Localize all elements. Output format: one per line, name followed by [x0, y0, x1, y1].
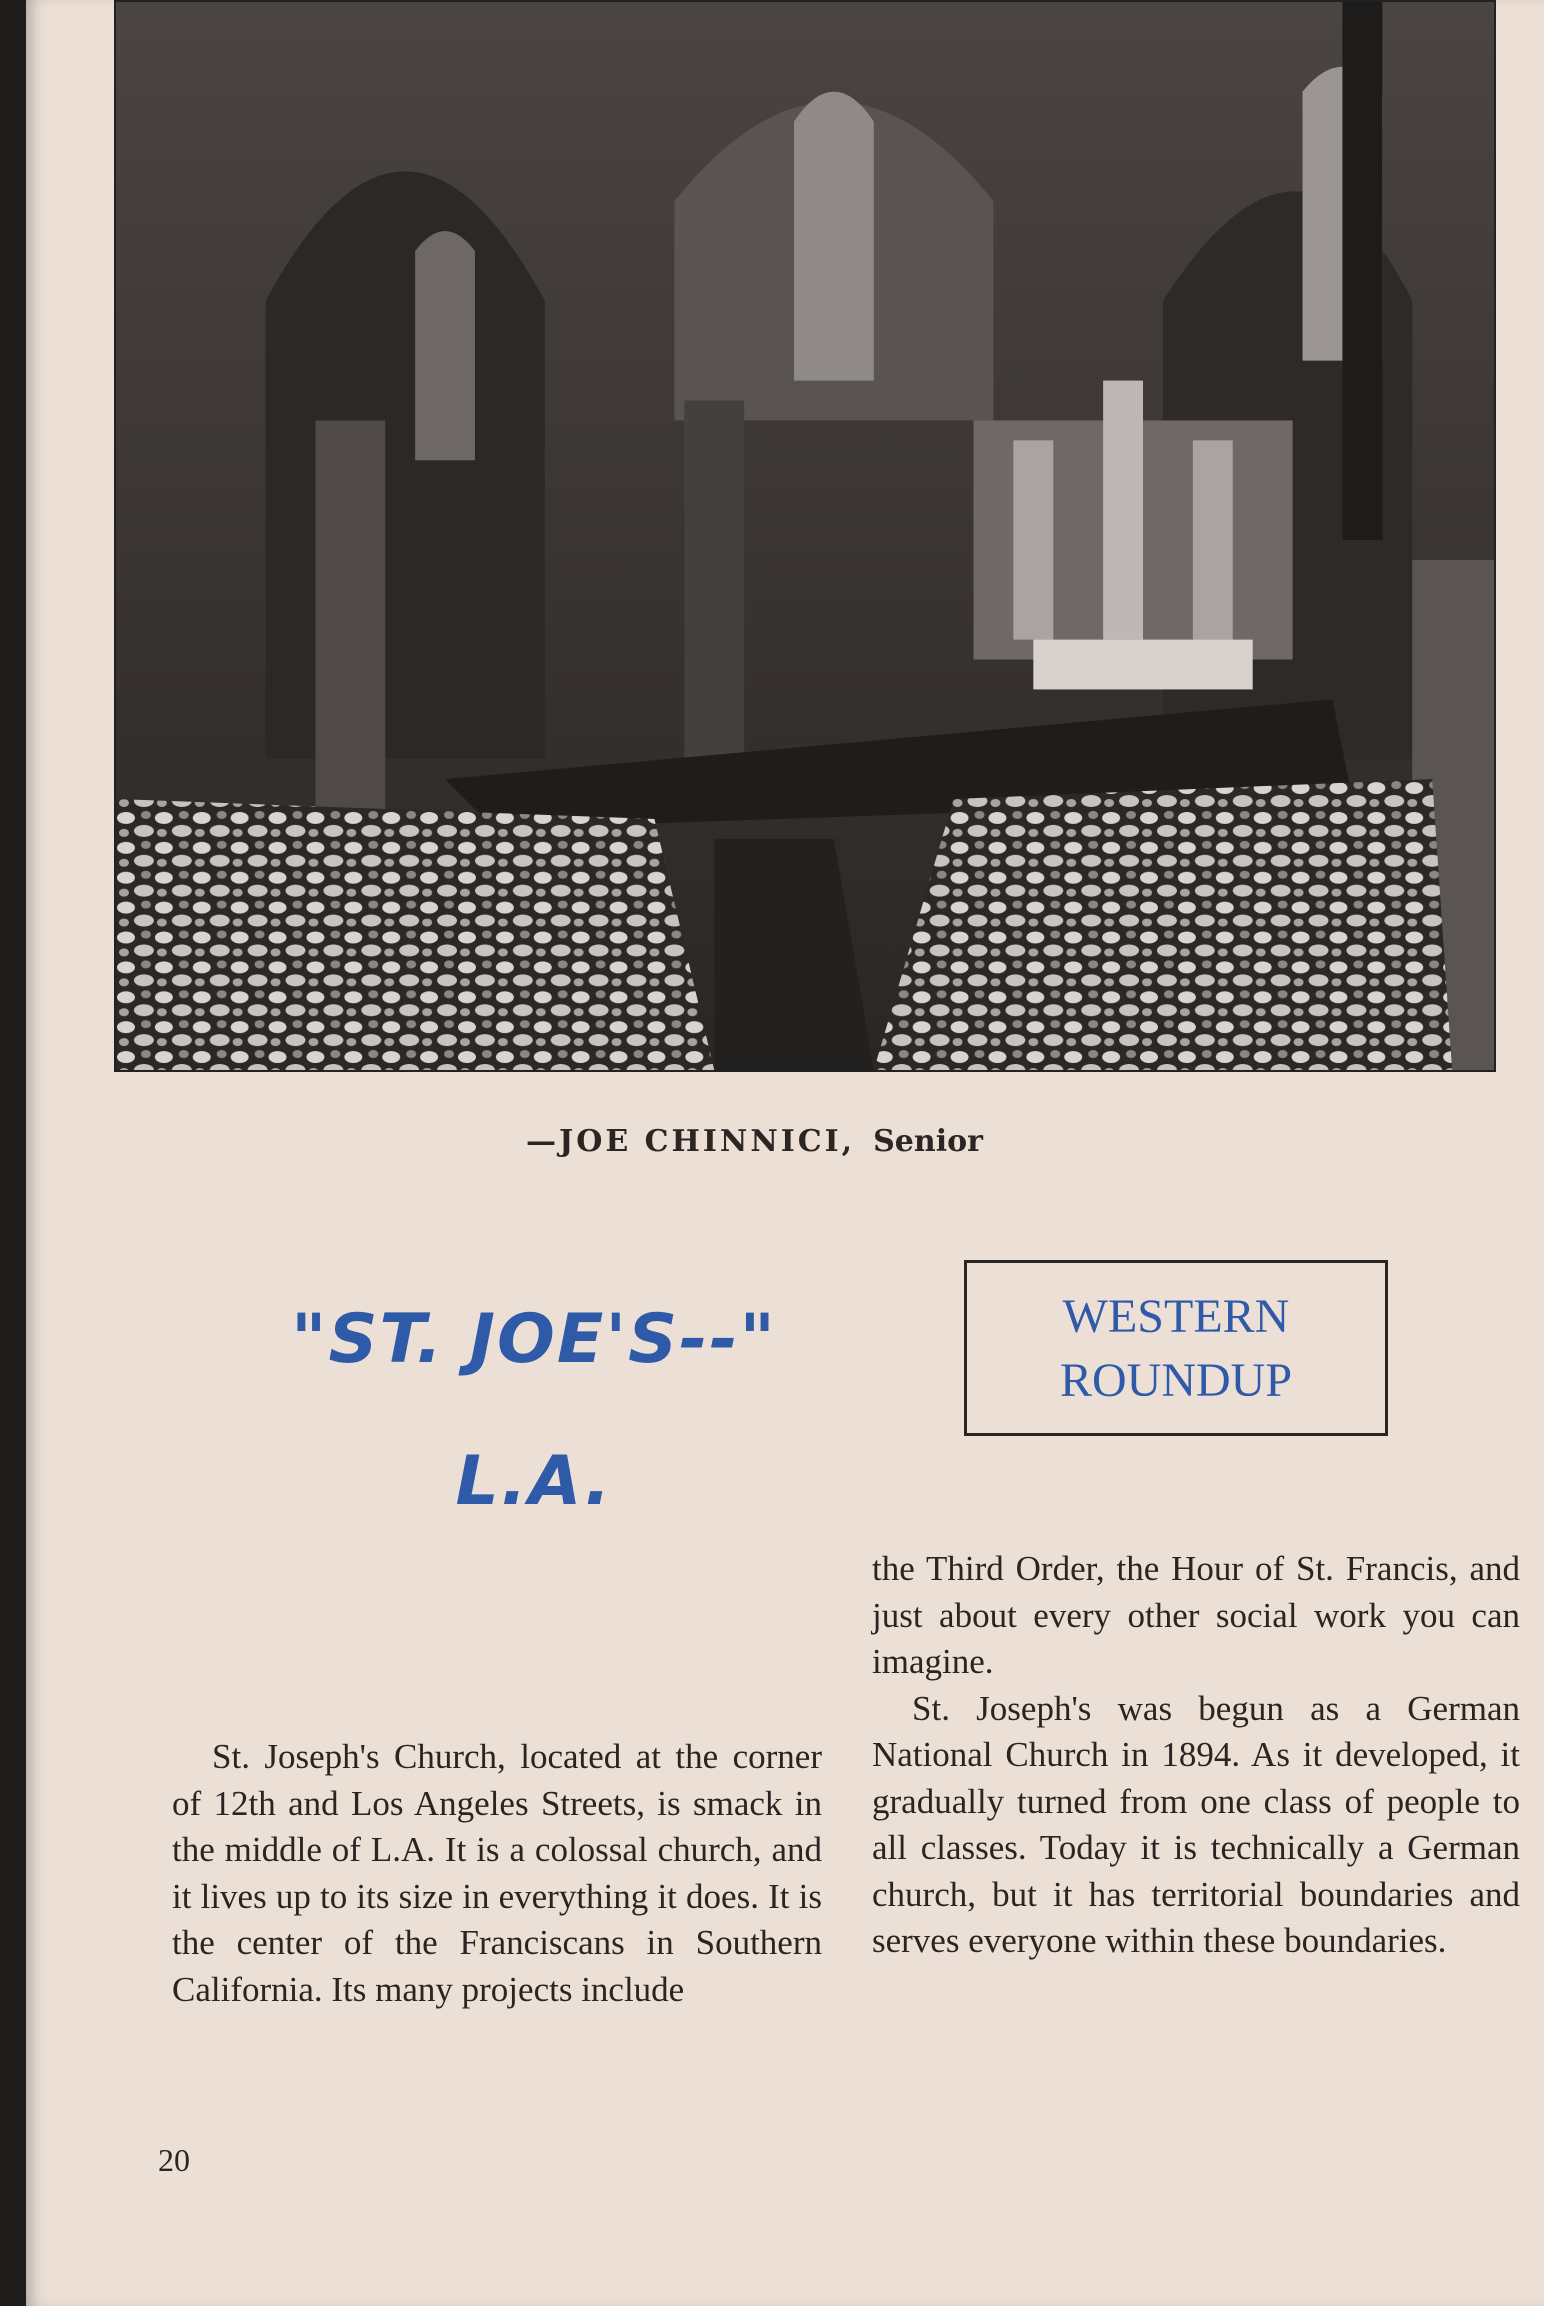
- section-heading-line-1: WESTERN: [1062, 1290, 1290, 1343]
- church-interior-photo: [114, 0, 1496, 1072]
- body-paragraph-continued: the Third Order, the Hour of St. Francis, and just about every other social work you can imagine.: [872, 1549, 1520, 1681]
- title-line-1: "ST. JOE'S--": [291, 1300, 777, 1379]
- body-paragraph: St. Joseph's was begun as a German National Church in 1894. As it developed, it gradually turned from one class of people to all classes. Today it is technically a German church, but it has territorial boundaries and serves everyone within these boundaries.: [872, 1688, 1520, 1960]
- photographer-class: Senior: [873, 1124, 983, 1159]
- article-title: [254, 1300, 814, 1522]
- section-heading-line-2: ROUNDUP: [1059, 1354, 1293, 1407]
- body-paragraph: St. Joseph's Church, located at the corner of 12th and Los Angeles Streets, is smack in the middle of L.A. It is a colossal church, and it lives up to its size in everything it does. It is the center of the Franciscans in Southern California. Its many projects include: [172, 1737, 822, 2009]
- article-column-right: [872, 1546, 1520, 1965]
- section-heading-box: [964, 1260, 1388, 1436]
- page-number: 20: [158, 2142, 190, 2178]
- title-line-2: L.A.: [455, 1442, 613, 1521]
- photo-credit: [526, 1124, 1226, 1159]
- church-photo-illustration: [116, 2, 1494, 1070]
- article-column-left: [172, 1734, 822, 2013]
- photographer-name: —JOE CHINNICI,: [526, 1124, 856, 1159]
- magazine-page: [26, 0, 1544, 2306]
